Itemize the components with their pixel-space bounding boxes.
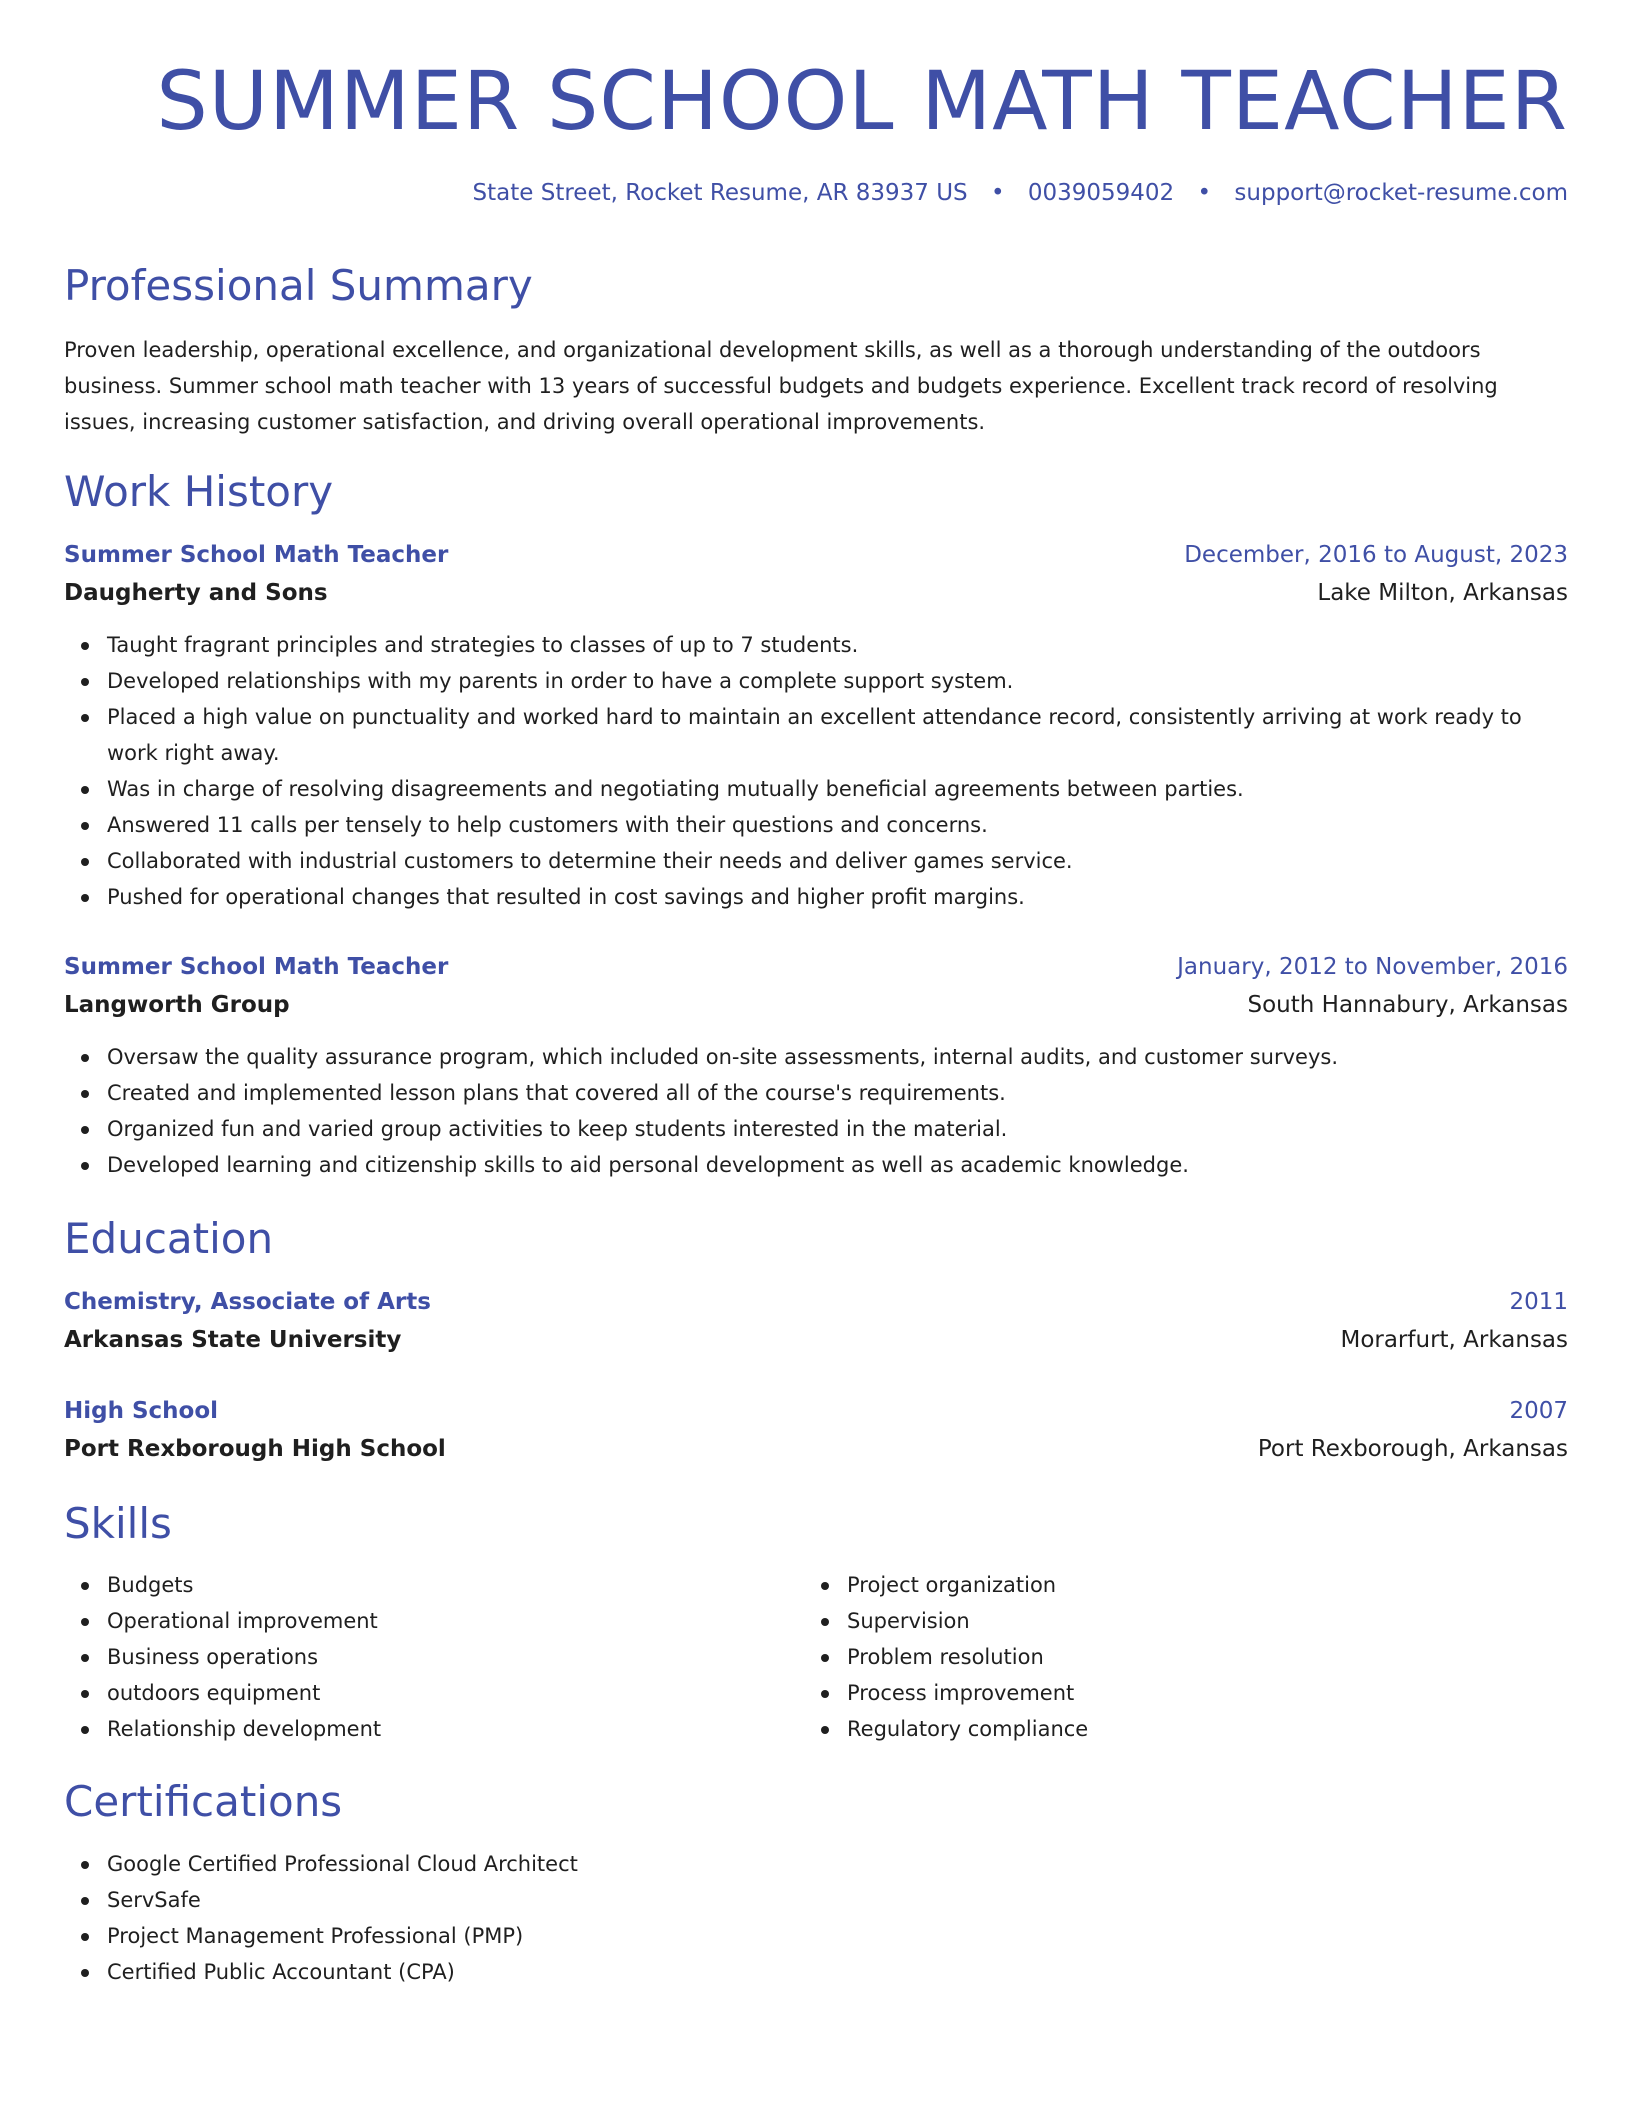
contact-email[interactable]: support@rocket-resume.com xyxy=(1234,180,1568,206)
work-entry-subheader xyxy=(64,985,1568,1025)
education-year: 2007 xyxy=(1509,1398,1568,1424)
work-entry xyxy=(64,537,1568,915)
education-entry-header xyxy=(64,1284,1568,1320)
job-dates: January, 2012 to November, 2016 xyxy=(1177,954,1568,980)
list-item: Project organization xyxy=(847,1567,1544,1603)
contact-line xyxy=(473,178,1568,208)
list-item: Certified Public Accountant (CPA) xyxy=(107,1954,1568,1990)
education-location: Port Rexborough, Arkansas xyxy=(1257,1436,1568,1462)
job-title: Summer School Math Teacher xyxy=(64,954,449,980)
job-dates: December, 2016 to August, 2023 xyxy=(1184,542,1568,568)
education-degree: Chemistry, Associate of Arts xyxy=(64,1289,431,1315)
list-item: Answered 11 calls per tensely to help customers with their questions and concerns. xyxy=(107,807,1568,843)
list-item: Taught fragrant principles and strategies to classes of up to 7 students. xyxy=(107,627,1568,663)
job-company: Daugherty and Sons xyxy=(64,580,328,606)
education-school: Arkansas State University xyxy=(64,1327,402,1353)
education-year: 2011 xyxy=(1509,1289,1568,1315)
contact-address: State Street, Rocket Resume, AR 83937 US xyxy=(472,180,968,206)
certifications-list xyxy=(64,1846,1568,1990)
job-duties-list xyxy=(64,1039,1568,1183)
list-item: Developed relationships with my parents in order to have a complete support system. xyxy=(107,663,1568,699)
list-item: Placed a high value on punctuality and worked hard to maintain an excellent attendance record, consistently arriving at work ready to work right away. xyxy=(107,699,1568,771)
job-title: Summer School Math Teacher xyxy=(64,542,449,568)
education-entry-header xyxy=(64,1393,1568,1429)
list-item: Business operations xyxy=(107,1639,804,1675)
job-duties-list xyxy=(64,627,1568,915)
education-location: Morarfurt, Arkansas xyxy=(1340,1327,1568,1353)
work-entry xyxy=(64,949,1568,1183)
list-item: Developed learning and citizenship skills to aid personal development as well as academic knowledge. xyxy=(107,1147,1568,1183)
list-item: Project Management Professional (PMP) xyxy=(107,1918,1568,1954)
list-item: outdoors equipment xyxy=(107,1675,804,1711)
list-item: Budgets xyxy=(107,1567,804,1603)
contact-phone: 0039059402 xyxy=(1027,180,1175,206)
education-entry-subheader xyxy=(64,1429,1568,1469)
list-item: Regulatory compliance xyxy=(847,1711,1544,1747)
summary-heading: Professional Summary xyxy=(64,261,533,310)
education-heading: Education xyxy=(64,1214,274,1263)
skills-column-right xyxy=(804,1567,1544,1747)
education-entry xyxy=(64,1284,1568,1360)
work-entry-header xyxy=(64,949,1568,985)
list-item: Operational improvement xyxy=(107,1603,804,1639)
work-history-heading: Work History xyxy=(64,467,334,516)
list-item: Google Certified Professional Cloud Architect xyxy=(107,1846,1568,1882)
summary-text: Proven leadership, operational excellence, and organizational development skills, as well as a thorough understanding of the outdoors business. Summer school math teacher with 13 years of successful budgets and budgets experience. Excellent track record of resolving issues, increasing customer satisfaction, and driving overall operational improvements. xyxy=(64,338,1498,434)
list-item: Process improvement xyxy=(847,1675,1544,1711)
job-company: Langworth Group xyxy=(64,992,290,1018)
resume-name: SUMMER SCHOOL MATH TEACHER xyxy=(156,55,1568,149)
education-entry xyxy=(64,1393,1568,1469)
skills-heading: Skills xyxy=(64,1499,172,1548)
list-item: Was in charge of resolving disagreements and negotiating mutually beneficial agreements between parties. xyxy=(107,771,1568,807)
skills-list xyxy=(804,1567,1544,1747)
list-item: Organized fun and varied group activities to keep students interested in the material. xyxy=(107,1111,1568,1147)
job-location: South Hannabury, Arkansas xyxy=(1247,992,1568,1018)
certifications-heading: Certifications xyxy=(64,1777,343,1826)
education-entry-subheader xyxy=(64,1320,1568,1360)
list-item: Supervision xyxy=(847,1603,1544,1639)
skills-list xyxy=(64,1567,804,1747)
job-location: Lake Milton, Arkansas xyxy=(1317,580,1568,606)
list-item: Oversaw the quality assurance program, which included on-site assessments, internal audits, and customer surveys. xyxy=(107,1039,1568,1075)
list-item: Problem resolution xyxy=(847,1639,1544,1675)
work-entry-subheader xyxy=(64,573,1568,613)
work-entry-header xyxy=(64,537,1568,573)
education-degree: High School xyxy=(64,1398,219,1424)
contact-separator: • xyxy=(1197,180,1212,206)
list-item: Created and implemented lesson plans that covered all of the course's requirements. xyxy=(107,1075,1568,1111)
list-item: Collaborated with industrial customers to determine their needs and deliver games service. xyxy=(107,843,1568,879)
education-school: Port Rexborough High School xyxy=(64,1436,446,1462)
skills-column-left xyxy=(64,1567,804,1747)
skills-grid xyxy=(64,1567,1568,1747)
list-item: Pushed for operational changes that resulted in cost savings and higher profit margins. xyxy=(107,879,1568,915)
list-item: ServSafe xyxy=(107,1882,1568,1918)
list-item: Relationship development xyxy=(107,1711,804,1747)
contact-separator: • xyxy=(990,180,1005,206)
